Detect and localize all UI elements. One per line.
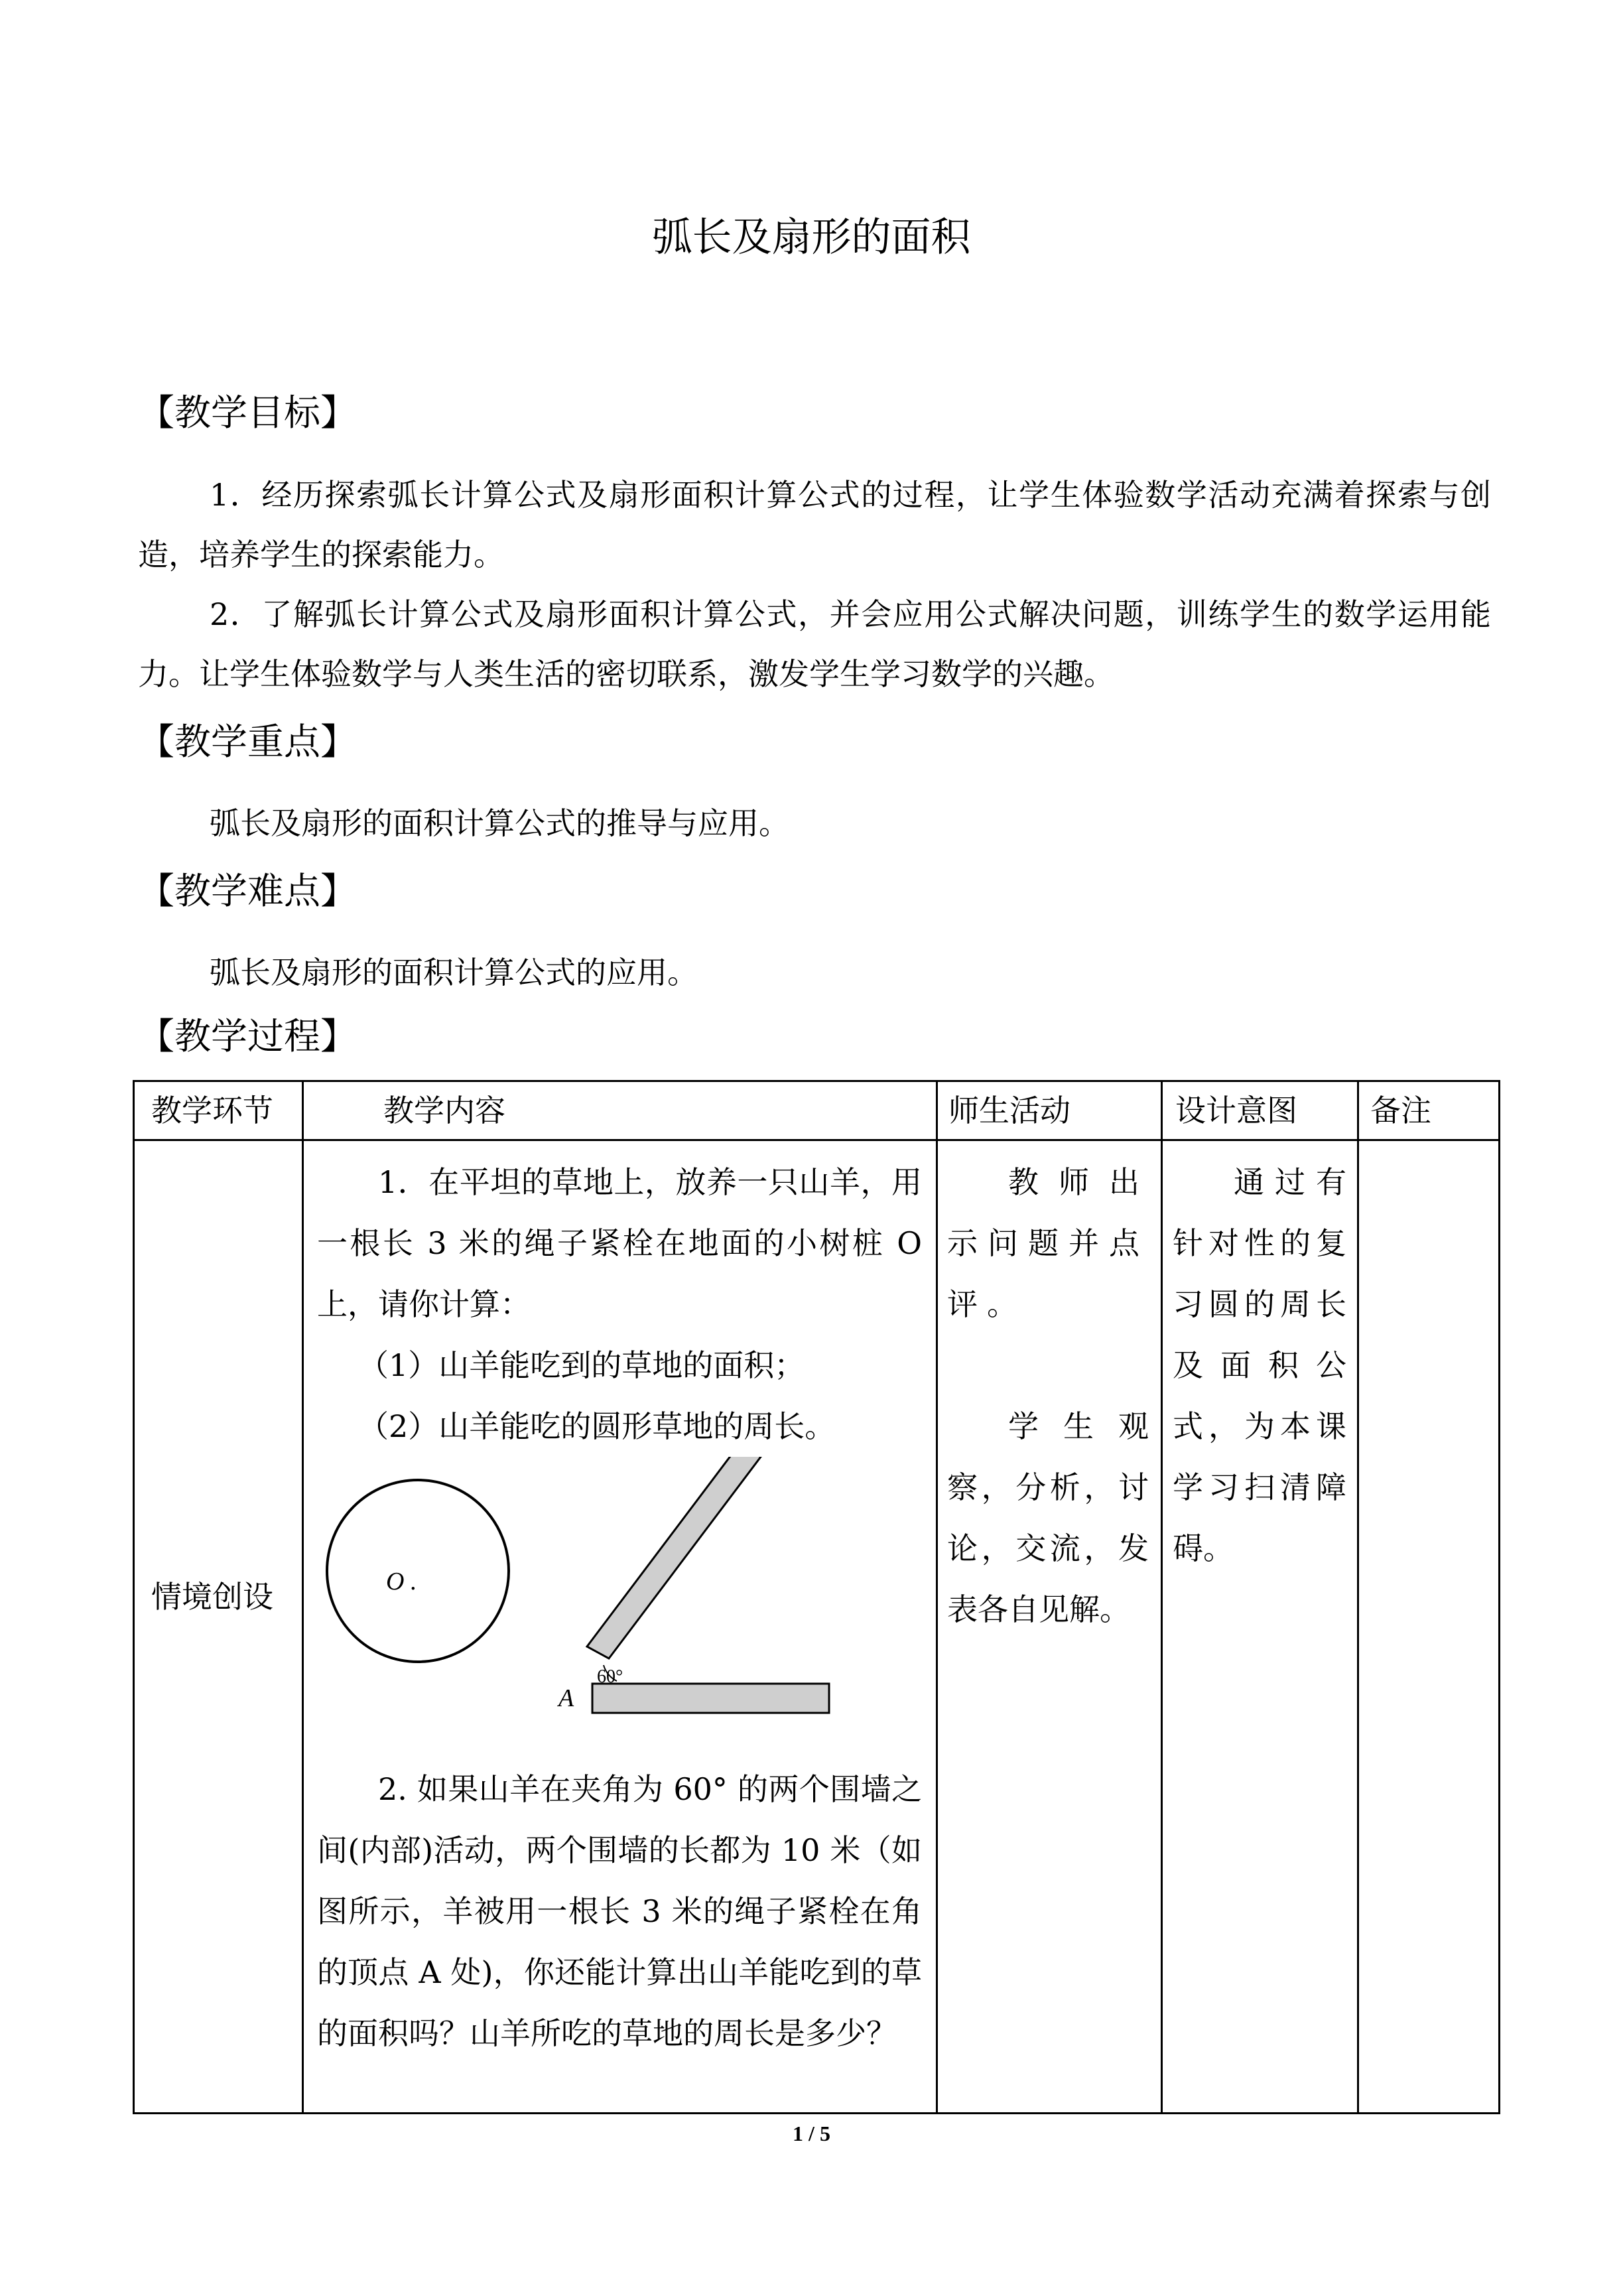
circle-center-label: O . xyxy=(386,1568,417,1595)
table-cell-q2: 2. 如果山羊在夹角为 60° 的两个围墙之间(内部)活动，两个围墙的长都为 10 米（如图所示，羊被用一根长 3 米的绳子紧栓在角的顶点 A 处)，你还能计算出山羊能吃到的草的面积吗？山羊所吃的草地的周长是多少？ xyxy=(317,1771,922,2051)
teaching-process-table xyxy=(133,1080,1500,2114)
table-col-divider-1 xyxy=(302,1080,304,2114)
vertex-label: A xyxy=(558,1684,574,1712)
table-header-activities: 师生活动 xyxy=(948,1093,1071,1128)
page-title: 弧长及扇形的面积 xyxy=(652,214,971,261)
table-col-divider-3 xyxy=(1161,1080,1163,2114)
objective-item-1: 1．经历探索弧长计算公式及扇形面积计算公式的过程，让学生体验数学活动充满着探索与创造，培养学生的探索能力。 xyxy=(138,477,1491,573)
wall-slanted xyxy=(587,1457,761,1658)
wall-horizontal xyxy=(592,1684,829,1713)
table-header-intent: 设计意图 xyxy=(1175,1093,1297,1128)
table-header-content: 教学内容 xyxy=(383,1093,505,1128)
grass-circle xyxy=(327,1480,509,1662)
table-cell-q1-sub2: （2）山羊能吃的圆形草地的周长。 xyxy=(358,1408,836,1444)
table-cell-design-intent: 通过有针对性的复习圆的周长及面积公式，为本课学习扫清障碍。 xyxy=(1173,1164,1346,1566)
angle-figure xyxy=(556,1457,829,1713)
table-border-right xyxy=(1498,1080,1500,2114)
circle-figure xyxy=(327,1480,509,1662)
table-border-left xyxy=(133,1080,135,2114)
question-figures xyxy=(318,1457,929,1716)
objectives-heading: 【教学目标】 xyxy=(138,391,357,434)
objective-item-2: 2．了解弧长计算公式及扇形面积计算公式，并会应用公式解决问题，训练学生的数学运用能力。让学生体验数学与人类生活的密切联系，激发学生学习数学的兴趣。 xyxy=(138,596,1491,692)
table-border-bottom xyxy=(133,2112,1500,2114)
table-cell-q1-sub1: （1）山羊能吃到的草地的面积； xyxy=(358,1347,805,1383)
table-cell-q1: 1．在平坦的草地上，放养一只山羊，用一根长 3 米的绳子紧栓在地面的小树桩 O 上，请你计算： xyxy=(317,1164,922,1322)
table-col-divider-4 xyxy=(1357,1080,1359,2114)
table-cell-student-activity: 学生观察，分析，讨论，交流，发表各自见解。 xyxy=(947,1408,1149,1627)
process-heading: 【教学过程】 xyxy=(138,1015,357,1057)
difficulties-text: 弧长及扇形的面积计算公式的应用。 xyxy=(210,955,698,990)
table-header-stage: 教学环节 xyxy=(151,1093,273,1128)
table-cell-teacher-activity: 教师出示问题并点评。 xyxy=(947,1164,1149,1322)
table-header-remarks: 备注 xyxy=(1370,1093,1431,1128)
table-cell-stage: 情境创设 xyxy=(151,1579,273,1615)
angle-label: 60° xyxy=(597,1666,623,1687)
key-points-heading: 【教学重点】 xyxy=(138,720,357,763)
table-col-divider-2 xyxy=(936,1080,938,2114)
difficulties-heading: 【教学难点】 xyxy=(138,870,357,912)
page-number: 1 / 5 xyxy=(793,2122,830,2145)
key-points-text: 弧长及扇形的面积计算公式的推导与应用。 xyxy=(210,805,789,841)
